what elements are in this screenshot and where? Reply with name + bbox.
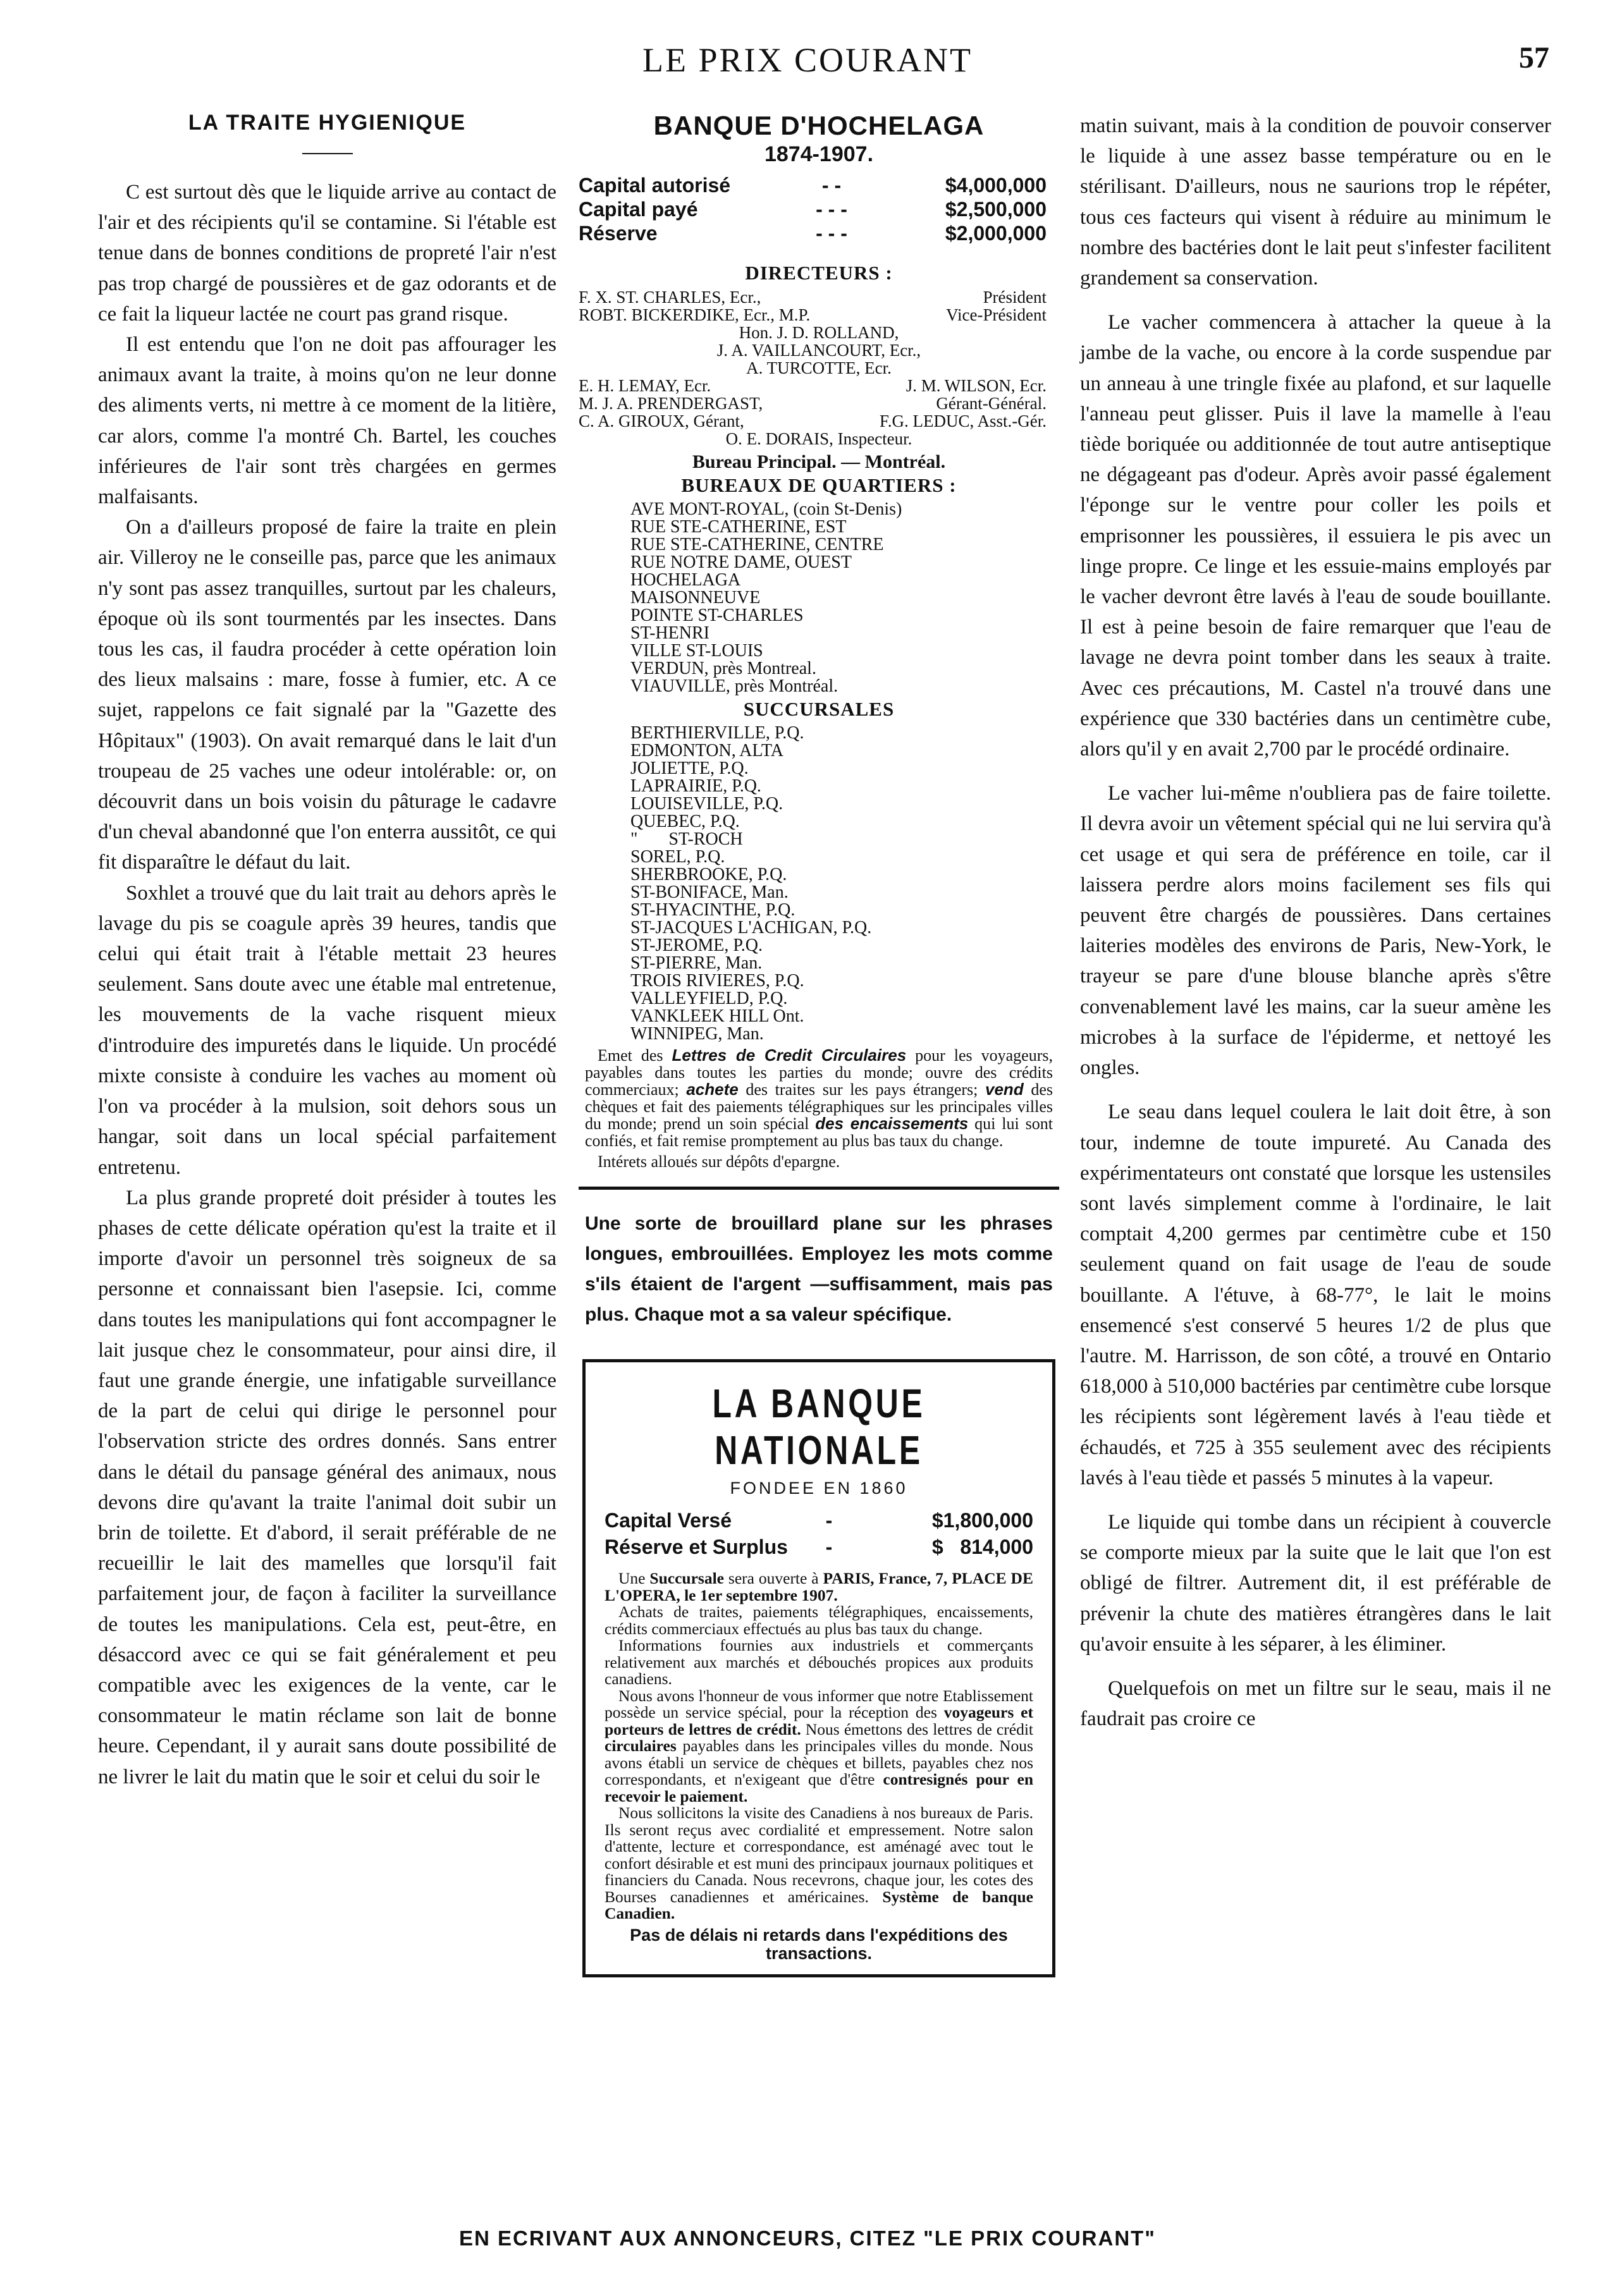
list-item: POINTE ST-CHARLES [630,606,804,625]
list-item: JOLIETTE, P.Q. [630,759,749,778]
section-divider [579,1187,1059,1190]
list-item: VANKLEEK HILL Ont. [630,1006,804,1026]
succursales-heading: SUCCURSALES [743,698,895,720]
capital-row: Réserve et Surplus - $ 814,000 [605,1536,1033,1558]
masthead [0,40,1615,85]
article-paragraph: Soxhlet a trouvé que du lait trait au dehors après le lavage du pis se coagule après 39 heures, tandis que celui qui était trait à l'étable mettait 23 heures seulement. Sans doute avec une étable mal entretenue, les mouvements de la vache risquent mieux d'introduire des impuretés dans le liquide. Un procédé mixte consiste à conduire les vaches au moment où l'on va procéder à la mulsion, soit dehors sous un hangar, soit dans un local spécial parfaitement entretenu. [98,881,556,1179]
hochelaga-interest: Intérets alloués sur dépôts d'epargne. [598,1152,840,1171]
article-paragraph: Quelquefois on met un filtre sur le seau, mais il ne faudrait pas croire ce [1080,1676,1551,1731]
capital-row: Réserve - - - $2,000,000 [579,222,1047,245]
article-paragraph: C est surtout dès que le liquide arrive au contact de l'air et des récipients qu'il se contamine. Si l'étable est tenue dans de bonnes conditions de propreté l'air n'est pas trop chargé de poussières et de gaz odorants et de ce fait la liqueur lactée ne court pas grand risque. [98,181,556,326]
director-line: ROBT. BICKERDIKE, Ecr., M.P. Vice-Président [579,305,1047,324]
article-paragraph: La plus grande propreté doit présider à toutes les phases de cette délicate opération qu'est la traite et il importe d'avoir un personnel très soigneux de sa personne et connaissant bien l'asepsie. Ici, comme dans toutes les manipulations qui font accompagner le lait jusque chez le consommateur, pour ainsi dire, il faut une grande énergie, une infatigable surveillance de la part de celui qui dirige le personnel pour l'observation stricte des ordres donnés. Sans entrer dans le détail du pansage général des animaux, nous devons dire qu'avant la traite l'animal doit subir un brin de toilette. Et d'abord, il serait préférable de ne recueillir le lait des mamelles que lorsqu'il fait parfaitement jour, de façon à faciliter la surveillance de toutes les manipulations. Cela est, peut-être, en désaccord avec ce qui se fait généralement et peu compatible avec les exigences de la vente, car le consommateur le matin réclame son lait de bonne heure. Cependant, il y aurait sans doute possibilité de ne livrer le lait du matin que le soir et celui du soir le [98,1186,556,1788]
list-item: SHERBROOKE, P.Q. [630,865,787,884]
journal-title: LE PRIX COURANT [642,41,973,79]
article-column-1 [98,111,556,1792]
hochelaga-services: Emet des Lettres de Credit Circulaires pour les voyageurs, payables dans toutes les parties du monde; ouvre des crédits commerciaux; achete des traites sur les pays étrangers; vend des chèques et fait des paiements télégraphiques sur les principales villes du monde; prend un soin spécial des encaissements qui lui sont confiés, et fait remise promptement au plus bas taux du change. [585,1046,1053,1150]
director-line: F. X. ST. CHARLES, Ecr., Président [579,288,1047,307]
article-paragraph: matin suivant, mais à la condition de pouvoir conserver le liquide à une assez basse température ou en le stérilisant. D'ailleurs, nous ne saurions trop le répéter, tous ces facteurs qui visent à réduire au minimum le nombre des bactéries dont le lait peut s'infester facilitent grandement sa conservation. [1080,114,1551,290]
style-notice: Une sorte de brouillard plane sur les phrases longues, embrouillées. Employez les mots comme s'ils étaient de l'argent —suffisamment, mais pas plus. Chaque mot a sa valeur spécifique. [585,1213,1053,1325]
quartiers-list [579,501,1059,695]
article-title: LA TRAITE HYGIENIQUE [188,111,467,135]
list-item: VIAUVILLE, près Montréal. [630,676,838,696]
list-item: EDMONTON, ALTA [630,741,783,760]
article-continuation [1080,111,1551,1734]
footer-notice: EN ECRIVANT AUX ANNONCEURS, CITEZ "LE PRIX COURANT" [459,2226,1156,2250]
nationale-paragraph: Une Succursale sera ouverte à PARIS, France, 7, PLACE DE L'OPERA, le 1er septembre 1907. [605,1569,1033,1604]
list-item: VALLEYFIELD, P.Q. [630,989,788,1008]
director-line: O. E. DORAIS, Inspecteur. [725,429,912,448]
article-paragraph: Le vacher commencera à attacher la queue à la jambe de la vache, ou encore à la corde suspendue par un anneau à une tringle fixée au plafond, et sur laquelle l'anneau peut glisser. Puis il lave la mamelle à l'eau tiède boriquée ou additionnée de tout autre antiseptique ne dégageant pas d'odeur. Après avoir passé également l'éponge sur le ventre pour coller les poils et emprisonner les poussières, il essuiera le pis avec un linge propre. Ce linge et les essuie-mains employés par le vacher devront être lavés à l'eau de soude bouillante. Il est à peine besoin de faire remarquer que l'eau de lavage ne devra point tomber dans les seaux à traite. Avec ces précautions, M. Castel n'a trouvé dans une expérience que 330 bactéries dans un centimètre cube, alors qu'il y en avait 2,700 par le procédé ordinaire. [1080,311,1551,761]
list-item: LAPRAIRIE, P.Q. [630,776,761,796]
nationale-paragraph: Informations fournies aux industriels et commerçants relativement aux marchés et débouchés propices aux produits canadiens. [605,1636,1033,1688]
nationale-body [605,1570,1033,1922]
nationale-name: LA BANQUE NATIONALE [712,1381,926,1473]
bureau-principal: Bureau Principal. — Montréal. [692,451,946,472]
quartiers-heading: BUREAUX DE QUARTIERS : [681,474,957,496]
capital-row: Capital payé - - - $2,500,000 [579,198,1047,221]
list-item: ST-JEROME, P.Q. [630,936,763,955]
nationale-paragraph: Nous sollicitons la visite des Canadiens à nos bureaux de Paris. Ils seront reçus avec cordialité et empressement. Notre salon d'attente, lecture et correspondance, est aménagé avec tout le confort désirable et est muni des principaux journaux politiques et financiers du Canada. Nous recevrons, chaque jour, les cotes des Bourses canadiennes et américaines. Système de banque Canadien. [605,1804,1033,1922]
list-item: ST-JACQUES L'ACHIGAN, P.Q. [630,918,872,937]
list-item: RUE STE-CATHERINE, EST [630,517,847,537]
directors-list [579,288,1059,448]
nationale-delay: Pas de délais ni retards dans l'expéditions des transactions. [630,1925,1008,1963]
nationale-paragraph: Nous avons l'honneur de vous informer que notre Etablissement possède un service spécial, pour la réception des voyageurs et porteurs de lettres de crédit. Nous émettons des lettres de crédit circulaires payables dans les principales villes du monde. Nous avons établi un service de chèques et billets, payables chez nos correspondants, et n'exigeant que d'être contresignés pour en recevoir le paiement. [605,1686,1033,1805]
director-line: M. J. A. PRENDERGAST, Gérant-Général. [579,394,1047,413]
article-paragraph: Le seau dans lequel coulera le lait doit être, à son tour, indemne de toute impureté. Au Canada des expérimentateurs ont constaté que lorsque les ustensiles sont lavés simplement comme à l'ordinaire, le lait comptait 4,200 germes par centimètre cube et 150 seulement quand on fait usage de l'eau de soude bouillante. A l'étuve, à 68-77°, le lait le moins ensemencé s'est conservé 5 heures 1/2 de plus que l'autre. M. Harrisson, de son côté, a trouvé en Ontario 618,000 à 510,000 bactéries par centimètre cube lorsque les récipients sont légèrement lavés à l'eau tiède et échaudés, et 725 à 355 seulement avec des récipients lavés à l'eau tiède et passés 5 minutes à la vapeur. [1080,1101,1551,1489]
list-item: TROIS RIVIERES, P.Q. [630,971,804,991]
list-item: SOREL, P.Q. [630,847,725,867]
list-item: RUE NOTRE DAME, OUEST [630,553,852,572]
capital-row: Capital autorisé - - $4,000,000 [579,174,1047,197]
succursales-list [579,724,1059,1043]
nationale-paragraph: Achats de traites, paiements télégraphiques, encaissements, crédits commerciaux effectués au plus bas taux du change. [605,1603,1033,1638]
list-item: " ST-ROCH [630,829,743,849]
list-item: VERDUN, près Montreal. [630,659,816,678]
page-number: 57 [1519,41,1549,75]
capital-row: Capital Versé - $1,800,000 [605,1509,1033,1532]
director-line: J. A. VAILLANCOURT, Ecr., [716,341,921,360]
director-line: Hon. J. D. ROLLAND, [739,323,899,342]
list-item: AVE MONT-ROYAL, (coin St-Denis) [630,499,902,519]
article-column-3 [1080,111,1551,1734]
list-item: WINNIPEG, Man. [630,1024,764,1044]
list-item: LOUISEVILLE, P.Q. [630,794,783,814]
list-item: QUEBEC, P.Q. [630,812,740,831]
nationale-advertisement [582,1359,1055,1977]
list-item: ST-PIERRE, Man. [630,953,763,973]
director-line: A. TURCOTTE, Ecr. [746,358,892,377]
list-item: ST-HENRI [630,623,709,643]
hochelaga-years: 1874-1907. [764,142,874,166]
list-item: HOCHELAGA [630,570,741,590]
article-paragraph: Le vacher lui-même n'oubliera pas de faire toilette. Il devra avoir un vêtement spécial qui ne lui servira qu'à cet usage et qui sera de préférence en toile, car il laissera perdre alors moins facilement ses fils qui peuvent être chargés de poussières. Dans certaines laiteries modèles des environs de Paris, New-York, le trayeur se pare d'une blouse blanche après s'être convenablement lavé les mains, car la sueur amène les microbes à la surface de l'épiderme, et nettoyé les ongles. [1080,782,1551,1080]
article-paragraph: Le liquide qui tombe dans un récipient à couvercle se comporte mieux par la suite que le lait que l'on est obligé de filtrer. Autrement dit, il est préférable de prévenir la chute des matières étrangères dans le lait qu'avoir ensuite à les séparer, à les éliminer. [1080,1510,1551,1656]
article-body [98,177,556,1792]
list-item: BERTHIERVILLE, P.Q. [630,723,804,743]
hochelaga-capital [579,173,1059,245]
hochelaga-name: BANQUE D'HOCHELAGA [653,111,985,140]
list-item: RUE STE-CATHERINE, CENTRE [630,535,884,554]
hochelaga-advertisement [579,111,1059,1170]
article-paragraph: On a d'ailleurs proposé de faire la traite en plein air. Villeroy ne le conseille pas, parce que les animaux n'y sont pas assez tranquilles, surtout par les chaleurs, époque où ils sont tourmentés par les insectes. Dans tous les cas, il faudra procéder à cette opération loin des lieux malsains : mare, fosse à fumier, etc. A ce sujet, rappelons ce fait signalé par la "Gazette des Hôpitaux" (1903). On avait remarqué dans le lait d'un troupeau de 25 vaches une odeur intolérable: or, on découvrit dans un bois voisin du pâturage le cadavre d'un cheval abandonné que l'on enterra aussitôt, ce qui fit disparaître le défaut du lait. [98,516,556,874]
title-rule [302,153,353,154]
list-item: MAISONNEUVE [630,588,761,608]
list-item: ST-HYACINTHE, P.Q. [630,900,795,920]
list-item: VILLE ST-LOUIS [630,641,763,661]
director-line: E. H. LEMAY, Ecr. J. M. WILSON, Ecr. [579,376,1047,395]
advertisement-column [579,111,1059,1977]
article-paragraph: Il est entendu que l'on ne doit pas affourager les animaux avant la traite, à moins qu'on ne leur donne des aliments verts, ni mettre à ce moment de la litière, car alors, comme l'a montré Ch. Bartel, les couches inférieures de l'air sont très chargées en germes malfaisants. [98,333,556,509]
directors-heading: DIRECTEURS : [745,262,893,284]
list-item: ST-BONIFACE, Man. [630,882,789,902]
director-line: C. A. GIROUX, Gérant, F.G. LEDUC, Asst.-Gér. [579,412,1047,430]
nationale-founded: FONDEE EN 1860 [730,1479,908,1498]
